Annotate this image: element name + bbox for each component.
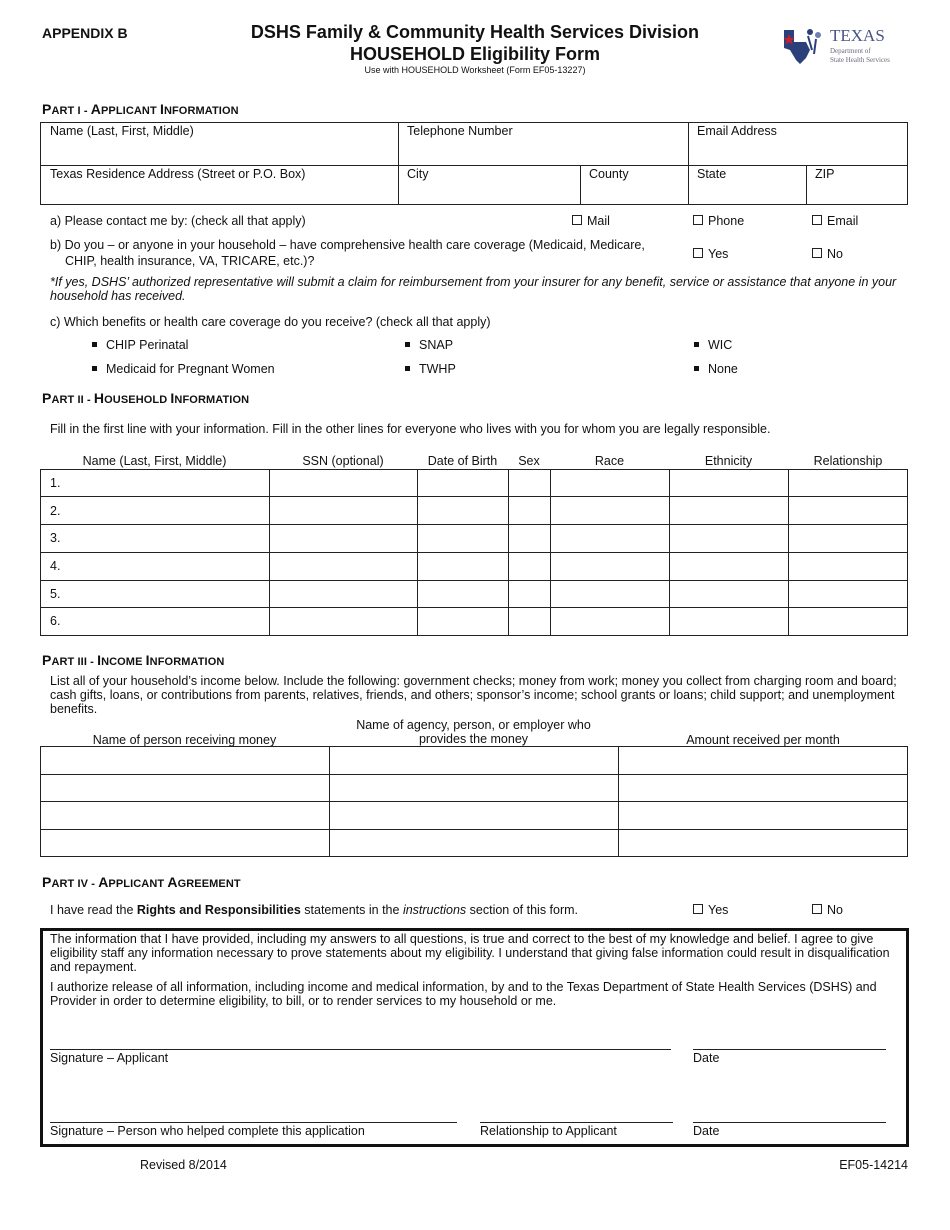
benefit-snap[interactable]: SNAP — [405, 338, 453, 352]
county-field[interactable]: County — [589, 167, 629, 181]
household-instructions: Fill in the first line with your information. Fill in the other lines for everyone who lives with you for whom you are legally responsible. — [50, 422, 771, 436]
city-field[interactable]: City — [407, 167, 429, 181]
agreement-para1-line2: eligibility staff any information necessary to prove statements about my eligibility. I understand that giving false information could result in disqualification — [50, 946, 890, 960]
checkbox-icon — [693, 248, 703, 258]
col-name: Name (Last, First, Middle) — [82, 454, 227, 468]
zip-field[interactable]: ZIP — [815, 167, 835, 181]
agreement-para2-line1: I authorize release of all information, including income and medical information, by and to the Texas Department of State Health Services (DSHS) and — [50, 980, 877, 994]
relationship-label: Relationship to Applicant — [480, 1124, 617, 1138]
col-race: Race — [594, 454, 625, 468]
form-number: EF05-14214 — [839, 1158, 908, 1172]
income-col-agency-line1: Name of agency, person, or employer who — [356, 718, 591, 732]
income-instructions-line2: cash gifts, loans, or contributions from parents, relatives, friends, and others; sponsor’s income; school grants or loans; child support; and unemployment — [50, 688, 895, 702]
relationship-line[interactable] — [480, 1122, 673, 1123]
signature-applicant-label: Signature – Applicant — [50, 1051, 169, 1065]
checkbox-icon — [812, 248, 822, 258]
rights-no-checkbox[interactable]: No — [812, 903, 843, 917]
bullet-icon — [694, 366, 699, 371]
bullet-icon — [92, 366, 97, 371]
income-col-person: Name of person receiving money — [92, 733, 277, 747]
rights-statement: I have read the Rights and Responsibilities statements in the instructions section of this form. — [50, 903, 579, 917]
logo-sub2: State Health Services — [830, 56, 890, 64]
income-col-amount: Amount received per month — [686, 733, 840, 747]
reimbursement-note-line2: household has received. — [50, 289, 186, 303]
checkbox-icon — [572, 215, 582, 225]
contact-email-checkbox[interactable]: Email — [812, 214, 858, 228]
question-c: c) Which benefits or health care coverage do you receive? (check all that apply) — [50, 315, 491, 329]
income-col-agency-line2: provides the money — [418, 732, 529, 746]
contact-mail-checkbox[interactable]: Mail — [572, 214, 610, 228]
date1-label: Date — [693, 1051, 720, 1065]
question-b-line1: b) Do you – or anyone in your household – have comprehensive health care coverage (Medicaid, Medicare, — [50, 238, 645, 252]
form-subtitle: Use with HOUSEHOLD Worksheet (Form EF05-13227) — [364, 65, 586, 75]
income-instructions-line1: List all of your household’s income below. Include the following: government checks; money from work; money you collect from charging room and board; — [50, 674, 897, 688]
checkbox-icon — [693, 215, 703, 225]
agreement-para2-line2: Provider in order to determine eligibility, to bill, or to render services to my household or me. — [50, 994, 557, 1008]
part4-title: PART IV - APPLICANT AGREEMENT — [42, 874, 241, 890]
benefit-none[interactable]: None — [694, 362, 738, 376]
benefit-medicaid-pregnant[interactable]: Medicaid for Pregnant Women — [92, 362, 275, 376]
agreement-para1-line3: and repayment. — [50, 960, 137, 974]
appendix-label: APPENDIX B — [42, 25, 128, 41]
checkbox-icon — [693, 904, 703, 914]
question-b-line2: CHIP, health insurance, VA, TRICARE, etc.)? — [65, 254, 315, 268]
signature-helper-label: Signature – Person who helped complete this application — [50, 1124, 365, 1138]
logo-texas-text: TEXAS — [830, 26, 885, 45]
col-ssn: SSN (optional) — [302, 454, 384, 468]
household-row-3[interactable]: 3. — [50, 531, 61, 545]
rights-yes-checkbox[interactable]: Yes — [693, 903, 728, 917]
applicant-signature-line[interactable] — [50, 1049, 671, 1050]
revised-date: Revised 8/2014 — [140, 1158, 227, 1172]
col-relationship: Relationship — [813, 454, 883, 468]
benefit-chip-perinatal[interactable]: CHIP Perinatal — [92, 338, 188, 352]
agreement-box — [40, 928, 909, 1147]
col-sex: Sex — [518, 454, 540, 468]
household-row-2[interactable]: 2. — [50, 504, 61, 518]
household-row-4[interactable]: 4. — [50, 559, 61, 573]
date2-label: Date — [693, 1124, 720, 1138]
benefit-twhp[interactable]: TWHP — [405, 362, 456, 376]
telephone-field[interactable]: Telephone Number — [407, 124, 513, 138]
checkbox-icon — [812, 215, 822, 225]
part3-title: PART III - INCOME INFORMATION — [42, 652, 225, 668]
question-a: a) Please contact me by: (check all that apply) — [50, 214, 306, 228]
form-title-line2: HOUSEHOLD Eligibility Form — [349, 44, 600, 64]
checkbox-icon — [812, 904, 822, 914]
benefit-wic[interactable]: WIC — [694, 338, 732, 352]
income-instructions-line3: benefits. — [50, 702, 98, 716]
email-field[interactable]: Email Address — [697, 124, 777, 138]
date2-line[interactable] — [693, 1122, 886, 1123]
bullet-icon — [92, 342, 97, 347]
address-field[interactable]: Texas Residence Address (Street or P.O. Box) — [50, 167, 306, 181]
logo-sub1: Department of — [830, 47, 871, 55]
helper-signature-line[interactable] — [50, 1122, 457, 1123]
household-row-1[interactable]: 1. — [50, 476, 61, 490]
contact-phone-checkbox[interactable]: Phone — [693, 214, 744, 228]
coverage-no-checkbox[interactable]: No — [812, 247, 843, 261]
bullet-icon — [405, 366, 410, 371]
name-field[interactable]: Name (Last, First, Middle) — [50, 124, 194, 138]
coverage-yes-checkbox[interactable]: Yes — [693, 247, 728, 261]
household-row-5[interactable]: 5. — [50, 587, 61, 601]
reimbursement-note-line1: *If yes, DSHS’ authorized representative will submit a claim for reimbursement from your insurer for any benefit, service or assistance that anyone in your — [50, 275, 897, 289]
date1-line[interactable] — [693, 1049, 886, 1050]
col-ethnicity: Ethnicity — [704, 454, 753, 468]
part2-title: PART II - HOUSEHOLD INFORMATION — [42, 390, 250, 406]
agreement-para1-line1: The information that I have provided, including my answers to all questions, is true and correct to the best of my knowledge and belief. I agree to give — [50, 932, 874, 946]
form-title-line1: DSHS Family & Community Health Services Division — [250, 22, 700, 42]
bullet-icon — [405, 342, 410, 347]
household-row-6[interactable]: 6. — [50, 614, 61, 628]
part1-title: PART I - APPLICANT INFORMATION — [42, 101, 239, 117]
col-dob: Date of Birth — [427, 454, 498, 468]
bullet-icon — [694, 342, 699, 347]
dshs-logo — [780, 20, 910, 70]
state-field[interactable]: State — [697, 167, 727, 181]
